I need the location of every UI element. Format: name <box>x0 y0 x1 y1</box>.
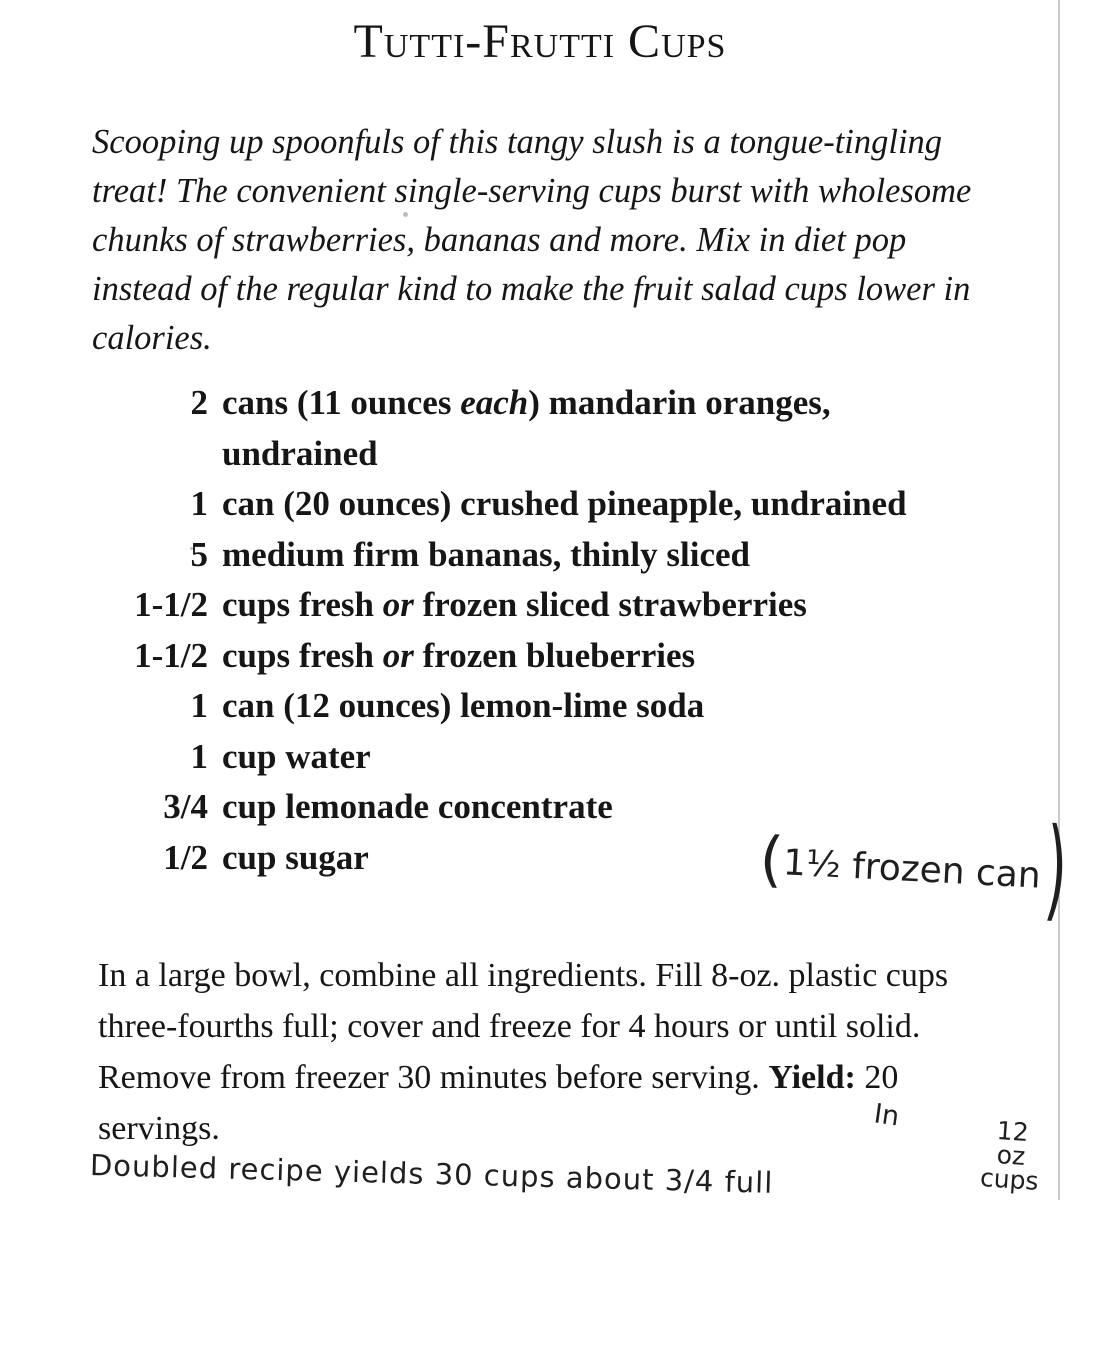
ingredient-item <box>90 732 982 783</box>
handwritten-frozen-text: 1½ frozen can <box>781 842 1042 897</box>
ingredient-description: cup sugar <box>222 837 369 877</box>
ingredient-quantity: 1/2 <box>163 837 208 877</box>
ingredient-description: cup lemonade concentrate <box>222 787 613 826</box>
yield-value: 20 servings. <box>98 1059 899 1147</box>
ingredient-item <box>90 782 982 833</box>
ingredient-item <box>90 479 982 530</box>
ingredient-quantity: 3/4 <box>163 787 208 826</box>
yield-label: Yield: <box>768 1059 856 1096</box>
ingredient-list <box>90 378 982 883</box>
ingredient-description: can (20 ounces) crushed pineapple, undrained <box>222 484 907 523</box>
ingredient-quantity: 2 <box>190 383 208 422</box>
ingredient-description: can (12 ounces) lemon-lime soda <box>222 686 705 725</box>
ingredient-quantity: 1-1/2 <box>134 635 208 675</box>
ingredient-description: cups fresh or frozen blueberries <box>222 635 696 675</box>
handwritten-in-note: In <box>871 1098 902 1133</box>
handwritten-cups-line: cups <box>979 1162 1040 1196</box>
ingredient-quantity: 5 <box>190 534 208 574</box>
ingredient-description: medium firm bananas, thinly sliced <box>222 534 750 574</box>
directions-text: In a large bowl, combine all ingredients. Fill 8-oz. plastic cups three-fourths full; cover and freeze for 4 hours or until solid. Remove from freezer 30 minutes before serving. <box>98 957 949 1096</box>
ingredient-quantity: 1-1/2 <box>134 585 208 624</box>
handwritten-frozen-note: (1½ frozen can) <box>757 804 1071 934</box>
recipe-directions <box>98 950 1008 1154</box>
handwritten-cups-note <box>964 1117 1059 1195</box>
handwritten-cups-line: 12 <box>995 1115 1030 1148</box>
ingredient-item <box>90 378 982 479</box>
ingredient-item <box>90 631 982 682</box>
ingredient-item <box>90 530 982 581</box>
ingredient-description: cup water <box>222 736 371 776</box>
ingredient-item <box>90 580 982 631</box>
ingredient-quantity: 1 <box>190 484 208 523</box>
ingredient-item <box>90 681 982 732</box>
ingredient-description: cups fresh or frozen sliced strawberries <box>222 585 807 624</box>
ingredient-description: cans (11 ounces each) mandarin oranges, undrained <box>222 383 831 473</box>
recipe-title: Tutti-Frutti Cups <box>353 15 727 68</box>
handwritten-cups-line: oz <box>995 1140 1027 1171</box>
recipe-intro: Scooping up spoonfuls of this tangy slush is a tongue-tingling treat! The convenient single-serving cups burst with wholesome chunks of strawberries, bananas and more. Mix in diet pop instead of the regular kind to make the fruit salad cups lower in calories. <box>92 123 972 357</box>
ingredient-quantity: 1 <box>190 686 208 725</box>
handwritten-doubled-note: Doubled recipe yields 30 cups about 3/4 full <box>89 1148 774 1200</box>
ingredient-quantity: 1 <box>190 736 208 776</box>
